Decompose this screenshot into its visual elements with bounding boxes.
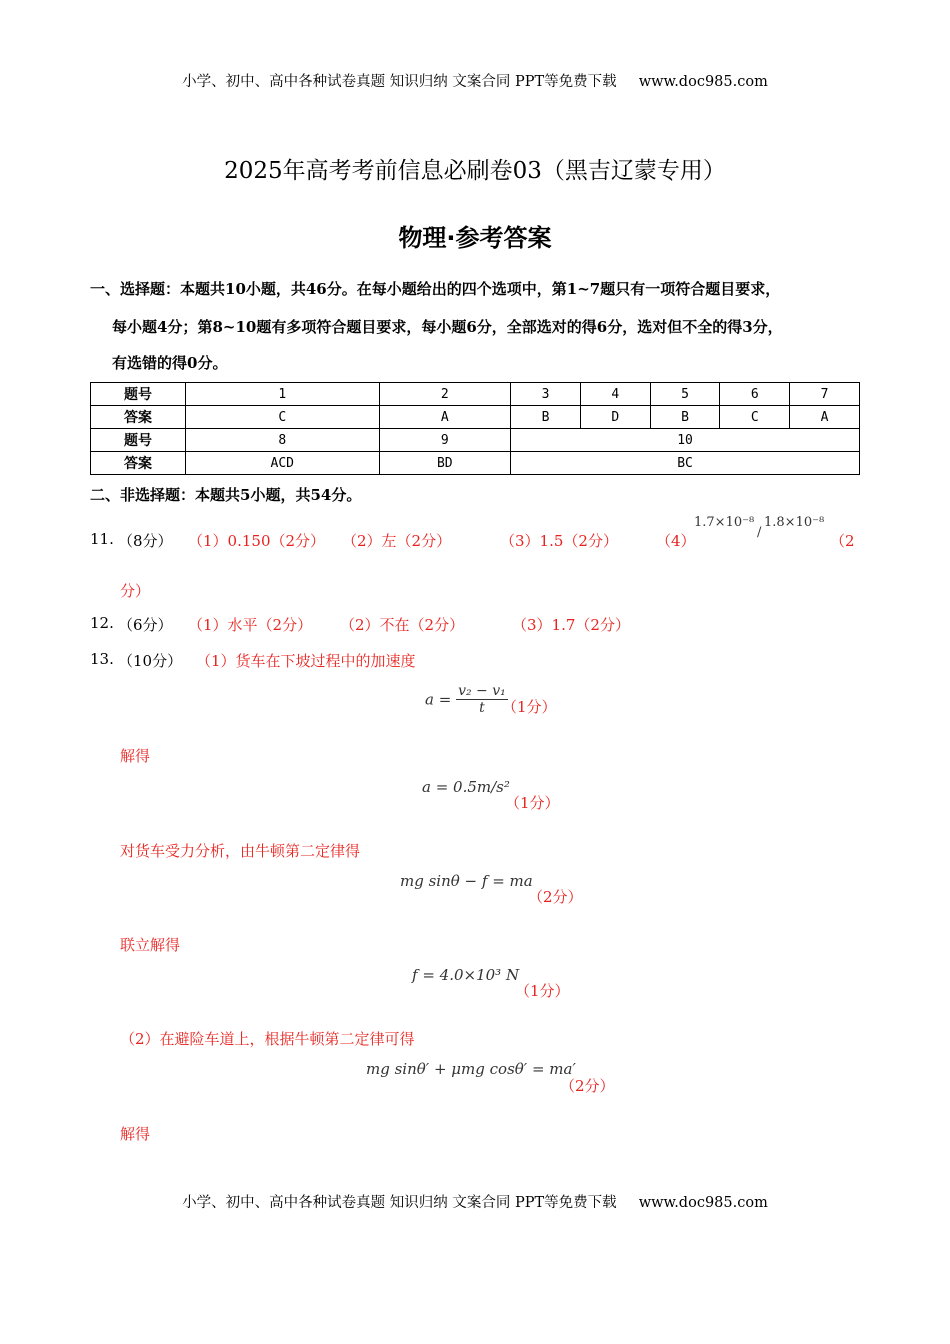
page-title: 2025年高考考前信息必刷卷03（黑吉辽蒙专用） — [224, 158, 726, 184]
table-label-answer: 答案 — [91, 452, 186, 475]
footer-url[interactable]: www.doc985.com — [638, 1195, 768, 1211]
page-footer — [0, 1191, 950, 1212]
table-row — [91, 452, 860, 475]
q13-points: （10分） — [118, 652, 183, 670]
q13-eq1-score: （1分） — [502, 698, 557, 716]
q13-solve1: 解得 — [120, 747, 151, 765]
q11-range-low: 1.7×10⁻⁸ — [694, 515, 755, 530]
q13-combine: 联立解得 — [120, 936, 181, 954]
table-row — [91, 429, 860, 452]
table-cell: 10 — [511, 429, 860, 452]
q11-points: （8分） — [118, 532, 173, 550]
section2-heading: 二、非选择题：本题共5小题，共54分。 — [90, 486, 362, 504]
q13-eq5: mg sinθ′ + μmg cosθ′ = ma′ — [366, 1060, 576, 1078]
q12-answer-1: （1）水平（2分） — [188, 616, 313, 634]
table-cell: B — [650, 406, 720, 429]
section1-line2: 每小题4分；第8~10题有多项符合题目要求，每小题6分，全部选对的得6分，选对但不全的得3分， — [112, 318, 783, 336]
q13-eq1-denominator: t — [479, 700, 485, 716]
q12-points: （6分） — [118, 616, 173, 634]
page-subtitle: 物理·参考答案 — [398, 224, 552, 252]
q13-eq1-lhs: a = — [425, 690, 452, 709]
table-cell: BD — [379, 452, 511, 475]
q12-number: 12. — [90, 614, 114, 632]
q13-eq5-score: （2分） — [560, 1077, 615, 1095]
answer-table — [90, 382, 860, 475]
table-cell: 6 — [720, 383, 790, 406]
header-text: 小学、初中、高中各种试卷真题 知识归纳 文案合同 PPT等免费下载 — [182, 74, 617, 90]
q11-number: 11. — [90, 530, 114, 548]
table-row — [91, 383, 860, 406]
table-label-question: 题号 — [91, 383, 186, 406]
q13-eq1-numerator: v₂ − v₁ — [458, 683, 506, 699]
table-cell: 9 — [379, 429, 511, 452]
table-cell: 3 — [511, 383, 581, 406]
table-label-question: 题号 — [91, 429, 186, 452]
q13-solve2: 解得 — [120, 1125, 151, 1143]
table-cell: BC — [511, 452, 860, 475]
header-url[interactable]: www.doc985.com — [638, 74, 768, 90]
table-label-answer: 答案 — [91, 406, 186, 429]
table-cell: 4 — [580, 383, 650, 406]
table-cell: 5 — [650, 383, 720, 406]
table-row — [91, 406, 860, 429]
table-cell: C — [186, 406, 380, 429]
q11-answer-4: （4） — [656, 532, 696, 550]
q13-eq3-score: （2分） — [528, 888, 583, 906]
q13-part2: （2）在避险车道上，根据牛顿第二定律可得 — [120, 1030, 415, 1048]
table-cell: A — [790, 406, 860, 429]
q13-number: 13. — [90, 650, 114, 668]
table-cell: 7 — [790, 383, 860, 406]
q13-eq1-fraction — [456, 683, 508, 716]
q13-eq4: f = 4.0×10³ N — [412, 966, 520, 984]
table-cell: D — [580, 406, 650, 429]
q11-range-high: 1.8×10⁻⁸ — [764, 515, 825, 530]
q11-score-b: 分） — [120, 582, 151, 600]
q13-eq3: mg sinθ − f = ma — [400, 872, 533, 890]
table-cell: ACD — [186, 452, 380, 475]
table-cell: A — [379, 406, 511, 429]
q11-answer-3: （3）1.5（2分） — [500, 532, 618, 550]
q13-eq4-score: （1分） — [515, 982, 570, 1000]
q12-answer-2: （2）不在（2分） — [340, 616, 465, 634]
q11-answer-2: （2）左（2分） — [342, 532, 452, 550]
q11-range-sep: / — [757, 525, 762, 540]
q13-eq2-score: （1分） — [505, 794, 560, 812]
q11-score-a: （2 — [830, 532, 855, 550]
q13-intro: （1）货车在下坡过程中的加速度 — [196, 652, 416, 670]
q13-eq2: a = 0.5m/s² — [422, 778, 510, 796]
table-cell: 1 — [186, 383, 380, 406]
q13-eq1 — [425, 683, 508, 716]
table-cell: 2 — [379, 383, 511, 406]
q13-analysis: 对货车受力分析，由牛顿第二定律得 — [120, 842, 361, 860]
footer-text: 小学、初中、高中各种试卷真题 知识归纳 文案合同 PPT等免费下载 — [182, 1195, 617, 1211]
table-cell: B — [511, 406, 581, 429]
q12-answer-3: （3）1.7（2分） — [512, 616, 630, 634]
table-cell: C — [720, 406, 790, 429]
table-cell: 8 — [186, 429, 380, 452]
q11-answer-1: （1）0.150（2分） — [188, 532, 326, 550]
section1-line3: 有选错的得0分。 — [112, 354, 228, 372]
page-header — [0, 70, 950, 91]
section1-line1: 一、选择题：本题共10小题，共46分。在每小题给出的四个选项中，第1~7题只有一项符合题目要求， — [90, 280, 781, 298]
